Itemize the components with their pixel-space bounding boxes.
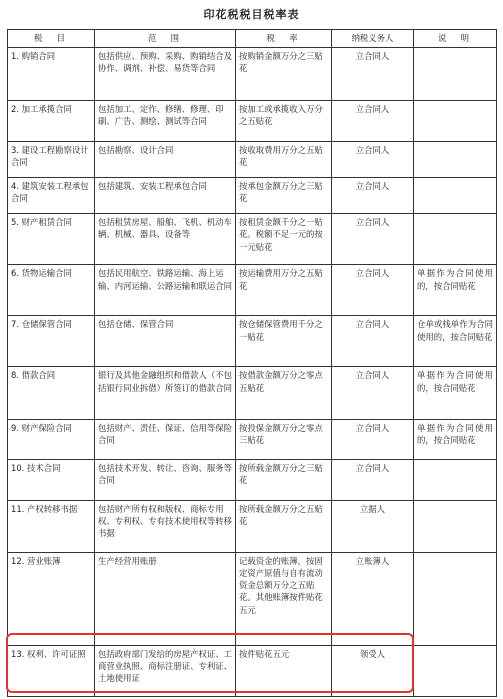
cell-scope: 包括建筑、安装工程承包合同 [95,178,236,214]
cell-note: 单据作为合同使用的，按合同贴花 [414,419,497,459]
cell-scope: 包括技术开发、转让、咨询、服务等合同 [95,459,236,500]
cell-rate: 按借款金额万分之零点五贴花 [236,367,332,419]
cell-rate: 按承包金额万分之三贴花 [236,178,332,214]
table-row [8,178,497,214]
table-row [8,552,497,645]
cell-note [414,178,497,214]
table-row [8,48,497,101]
cell-item: 1. 购销合同 [8,48,95,101]
cell-scope: 包括民用航空、铁路运输、海上运输、内河运输、公路运输和联运合同 [95,265,236,316]
cell-payer: 立合同人 [332,142,414,178]
cell-note: 单据作为合同使用的，按合同贴花 [414,367,497,419]
header-item: 税 目 [8,30,95,48]
cell-note: 仓单或栈单作为合同使用的，按合同贴花 [414,316,497,367]
cell-note [414,101,497,142]
table-title: 印花税税目税率表 [203,8,300,21]
cell-rate: 按购销金额万分之三贴花 [236,48,332,101]
table-row [8,419,497,459]
cell-rate: 按所载金额万分之三贴花 [236,459,332,500]
cell-item: 9. 财产保险合同 [8,419,95,459]
cell-item: 11. 产权转移书据 [8,500,95,552]
table-row [8,459,497,500]
cell-payer: 立合同人 [332,367,414,419]
table-row [8,316,497,367]
header-note: 说 明 [414,30,497,48]
cell-scope: 包括加工、定作、修缮、修理、印刷、广告、测绘、测试等合同 [95,101,236,142]
cell-scope: 包括政府部门发给的房屋产权证、工商营业执照、商标注册证、专利证、土地使用证 [95,645,236,696]
cell-payer: 领受人 [332,645,414,696]
cell-scope: 包括供应、预购、采购、购销结合及协作、调剂、补偿、易货等合同 [95,48,236,101]
cell-payer: 立合同人 [332,419,414,459]
cell-rate: 记载资金的账簿，按固定资产原值与自有流动资金总额万分之五贴花。其他账簿按件贴花五元 [236,552,332,645]
cell-scope: 包括财产所有权和版权、商标专用权、专利权、专有技术使用权等转移书据 [95,500,236,552]
cell-item: 2. 加工承揽合同 [8,101,95,142]
cell-scope: 包括勘察、设计合同 [95,142,236,178]
cell-item: 12. 营业账簿 [8,552,95,645]
table-row [8,645,497,696]
cell-payer: 立合同人 [332,101,414,142]
cell-rate: 按仓储保管费用千分之一贴花 [236,316,332,367]
header-row [8,30,497,48]
cell-payer: 立合同人 [332,459,414,500]
cell-note [414,142,497,178]
cell-note [414,645,497,696]
cell-payer: 立账簿人 [332,552,414,645]
cell-rate: 按投保金额万分之零点三贴花 [236,419,332,459]
cell-payer: 立合同人 [332,48,414,101]
cell-item: 8. 借款合同 [8,367,95,419]
cell-item: 6. 货物运输合同 [8,265,95,316]
cell-rate: 按所载金额万分之五贴花 [236,500,332,552]
tax-rate-table [7,29,497,697]
cell-scope: 银行及其他金融组织和借款人（不包括银行同业拆借）所签订的借款合同 [95,367,236,419]
cell-rate: 按收取费用万分之五贴花 [236,142,332,178]
cell-rate: 按加工或承揽收入万分之五贴花 [236,101,332,142]
cell-scope: 包括租赁房屋、船舶、飞机、机动车辆、机械、器具、设备等 [95,214,236,265]
cell-rate: 按件贴花五元 [236,645,332,696]
cell-note [414,48,497,101]
header-scope: 范 围 [95,30,236,48]
table-row [8,500,497,552]
table-row [8,265,497,316]
cell-payer: 立合同人 [332,178,414,214]
cell-item: 13. 权利、许可证照 [8,645,95,696]
cell-item: 3. 建设工程勘察设计合同 [8,142,95,178]
cell-note [414,214,497,265]
table-row [8,214,497,265]
table-row [8,142,497,178]
cell-item: 5. 财产租赁合同 [8,214,95,265]
cell-note [414,500,497,552]
cell-scope: 包括财产、责任、保证、信用等保险合同 [95,419,236,459]
cell-rate: 按租赁金额千分之一贴花。税额不足一元的按一元贴花 [236,214,332,265]
table-row [8,101,497,142]
cell-item: 10. 技术合同 [8,459,95,500]
cell-payer: 立合同人 [332,214,414,265]
cell-payer: 立合同人 [332,316,414,367]
cell-note: 单据作为合同使用的，按合同贴花 [414,265,497,316]
cell-rate: 按运输费用万分之五贴花 [236,265,332,316]
cell-scope: 生产经营用账册 [95,552,236,645]
cell-payer: 立据人 [332,500,414,552]
cell-item: 4. 建筑安装工程承包合同 [8,178,95,214]
cell-note [414,552,497,645]
cell-scope: 包括仓储、保管合同 [95,316,236,367]
header-rate: 税 率 [236,30,332,48]
cell-note [414,459,497,500]
cell-item: 7. 仓储保管合同 [8,316,95,367]
table-row [8,367,497,419]
cell-payer: 立合同人 [332,265,414,316]
header-payer: 纳税义务人 [332,30,414,48]
